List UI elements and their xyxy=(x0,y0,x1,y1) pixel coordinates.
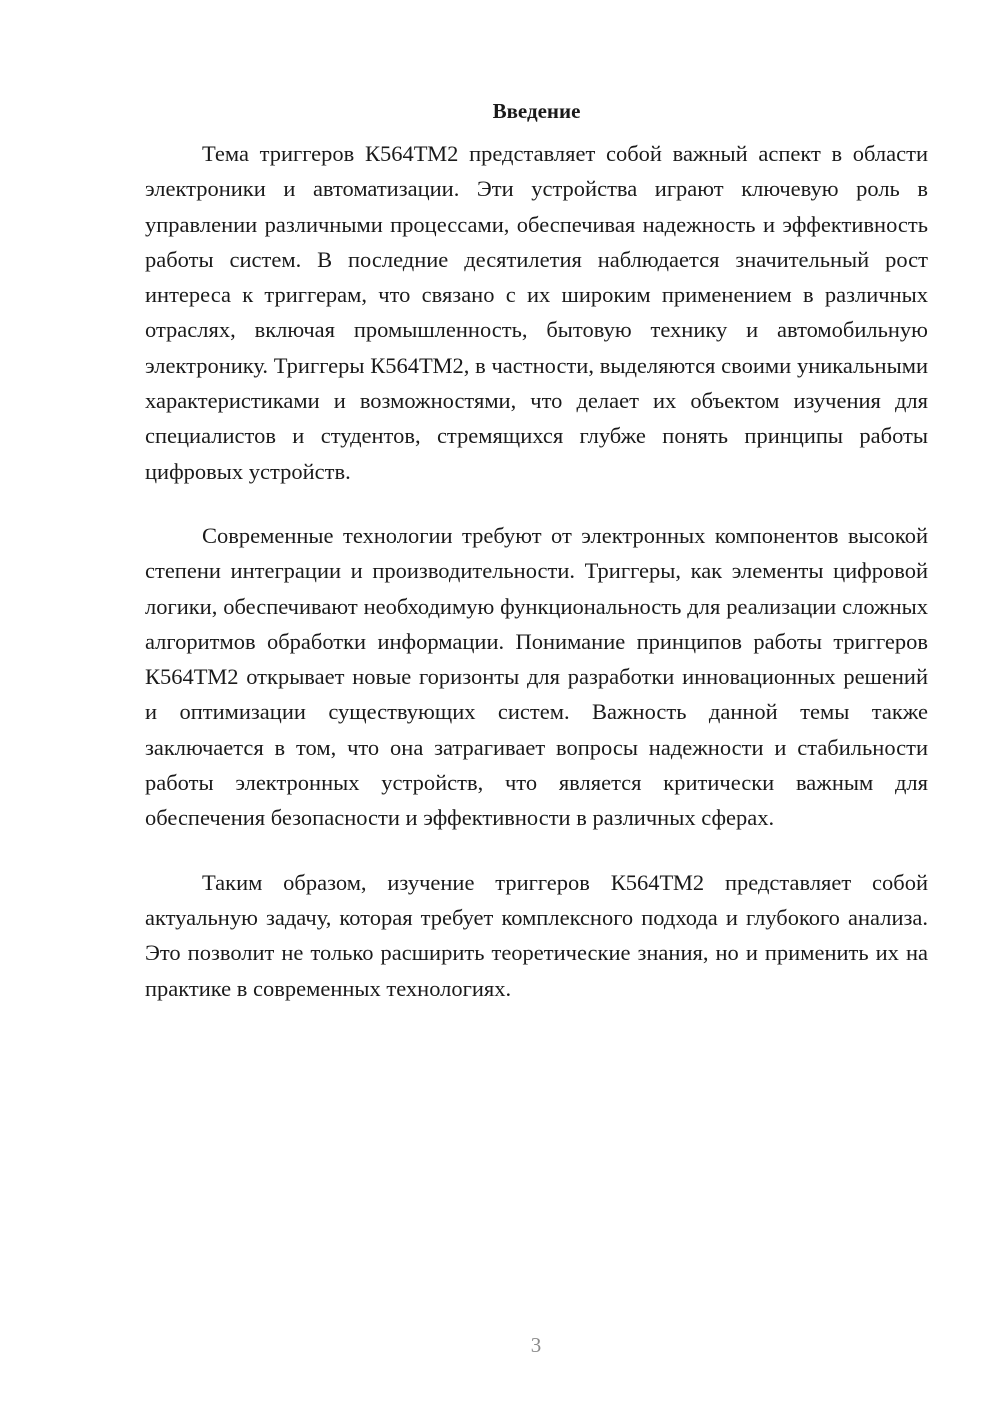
paragraph-2: Современные технологии требуют от электронных компонентов высокой степени интеграции и производительности. Триггеры, как элементы цифровой логики, обеспечивают необходимую функциональность для реализации сложных алгоритмов обработки информации. Понимание принципов работы триггеров К564ТМ2 открывает новые горизонты для разработки инновационных решений и оптимизации существующих систем. Важность данной темы также заключается в том, что она затрагивает вопросы надежности и стабильности работы электронных устройств, что является критически важным для обеспечения безопасности и эффективности в различных сферах. xyxy=(145,522,928,831)
page-content xyxy=(145,96,928,1035)
paragraph-1: Тема триггеров К564ТМ2 представляет собой важный аспект в области электроники и автоматизации. Эти устройства играют ключевую роль в управлении различными процессами, обеспечивая надежность и эффективность работы систем. В последние десятилетия наблюдается значительный рост интереса к триггерам, что связано с их широким применением в различных отраслях, включая промышленность, бытовую технику и автомобильную электронику. Триггеры К564ТМ2, в частности, выделяются своими уникальными характеристиками и возможностями, что делает их объектом изучения для специалистов и студентов, стремящихся глубже понять принципы работы цифровых устройств. xyxy=(145,141,928,484)
paragraph-3: Таким образом, изучение триггеров К564ТМ2 представляет собой актуальную задачу, которая требует комплексного подхода и глубокого анализа. Это позволит не только расширить теоретические знания, но и применить их на практике в современных технологиях. xyxy=(145,869,928,1001)
section-heading: Введение xyxy=(492,99,581,123)
page-number: 3 xyxy=(530,1333,542,1357)
